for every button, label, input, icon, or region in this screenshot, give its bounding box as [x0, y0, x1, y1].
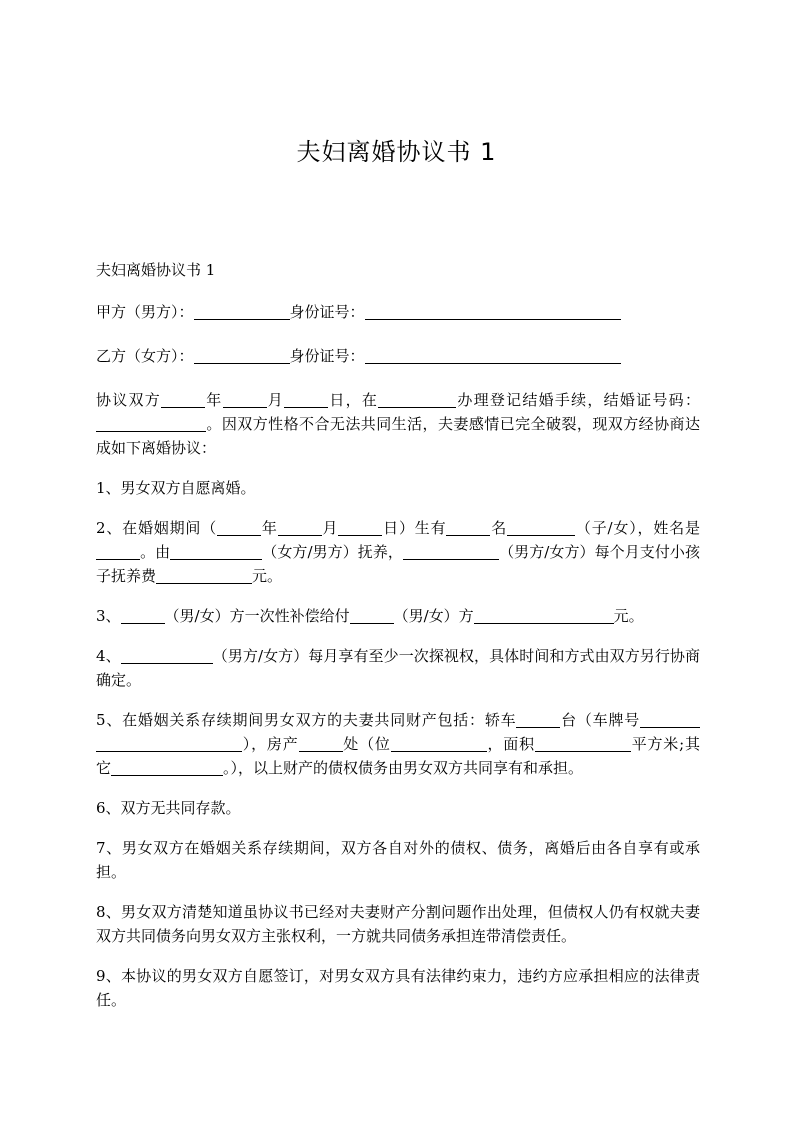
child-name-blank[interactable] [96, 541, 140, 560]
clause-1: 1、男女双方自愿离婚。 [96, 479, 256, 497]
party-b-id-label: 身份证号： [289, 347, 365, 365]
children-count-blank[interactable] [446, 517, 490, 536]
marriage-month-blank[interactable] [223, 389, 267, 408]
intro-text: 办理登记结婚手续，结婚证号码： [456, 391, 700, 409]
car-count-blank[interactable] [516, 709, 560, 728]
marriage-period-year-blank[interactable] [217, 517, 261, 536]
document-title: 夫妇离婚协议书 1 [296, 138, 497, 166]
intro-text: 年 [205, 391, 223, 409]
child-gender-blank[interactable] [507, 517, 575, 536]
clause-5 [96, 708, 700, 780]
compensation-amount-blank[interactable] [474, 605, 614, 624]
clause-text: 名 [490, 519, 508, 537]
support-payer-blank[interactable] [403, 541, 499, 560]
party-a-line [96, 300, 700, 324]
clause-text: （男方/女方）每个月支付小孩子抚养费 [96, 543, 700, 585]
property-count-blank[interactable] [299, 733, 343, 752]
party-a-name-blank[interactable] [194, 301, 290, 320]
clause-6: 6、双方无共同存款。 [96, 799, 241, 817]
clause-text: 台（车牌号 [560, 711, 640, 729]
clause-text: ），房产 [242, 735, 299, 753]
plate-number-blank-a[interactable] [640, 709, 700, 728]
certificate-number-blank[interactable] [96, 413, 206, 432]
registry-office-blank[interactable] [378, 389, 456, 408]
clause-text: 元。 [613, 607, 644, 625]
clause-text: （女方/男方）抚养， [262, 543, 403, 561]
document-subtitle: 夫妇离婚协议书 1 [96, 261, 216, 279]
intro-paragraph [96, 388, 700, 460]
compensation-payer-blank[interactable] [121, 605, 165, 624]
intro-text: 协议双方 [96, 391, 162, 409]
child-support-amount-blank[interactable] [156, 565, 252, 584]
clause-text: 平方米;其它 [96, 735, 700, 777]
clause-text: 元。 [252, 567, 283, 585]
marriage-day-blank[interactable] [284, 389, 328, 408]
marriage-period-day-blank[interactable] [338, 517, 382, 536]
party-b-line [96, 344, 700, 368]
party-b-label: 乙方（女方）： [96, 347, 194, 365]
party-a-id-label: 身份证号： [289, 303, 365, 321]
clause-text: 。），以上财产的债权债务由男女双方共同享有和承担。 [223, 759, 584, 777]
party-a-label: 甲方（男方）： [96, 303, 194, 321]
other-property-blank[interactable] [111, 757, 223, 776]
clause-3 [96, 604, 700, 628]
clause-8: 8、男女双方清楚知道虽协议书已经对夫妻财产分割问题作出处理，但债权人仍有权就夫妻双方共同债务向男女双方主张权利，一方就共同债务承担连带清偿责任。 [96, 903, 700, 945]
marriage-year-blank[interactable] [161, 389, 205, 408]
custody-parent-blank[interactable] [170, 541, 262, 560]
party-b-id-blank[interactable] [365, 345, 621, 364]
plate-number-blank-b[interactable] [96, 733, 242, 752]
clause-text: 日）生有 [382, 519, 447, 537]
document-body [96, 258, 700, 1028]
clause-text: （男/女）方一次性补偿给付 [164, 607, 350, 625]
intro-text: 。因双方性格不合无法共同生活，夫妻感情已完全破裂，现双方经协商达成如下离婚协议： [96, 415, 700, 457]
clause-text: 年 [261, 519, 278, 537]
clause-text: 处（位 [342, 735, 391, 753]
clause-text: ，面积 [486, 735, 535, 753]
marriage-period-month-blank[interactable] [278, 517, 322, 536]
party-a-id-blank[interactable] [365, 301, 621, 320]
clause-text: （男/女）方 [393, 607, 474, 625]
clause-2 [96, 516, 700, 588]
clause-7: 7、男女双方在婚姻关系存续期间，双方各自对外的债权、债务，离婚后由各自享有或承担。 [96, 839, 700, 881]
clause-4 [96, 644, 700, 692]
clause-text: 3、 [96, 607, 121, 625]
clause-text: 5、在婚姻关系存续期间男女双方的夫妻共同财产包括：轿车 [96, 711, 517, 729]
clause-text: 月 [321, 519, 339, 537]
clause-text: （子/女），姓名是 [575, 519, 700, 537]
intro-text: 日，在 [328, 391, 379, 409]
intro-text: 月 [266, 391, 285, 409]
clause-text: 。由 [140, 543, 171, 561]
clause-text: （男方/女方）每月享有至少一次探视权，具体时间和方式由双方另行协商确定。 [96, 647, 700, 689]
compensation-receiver-blank[interactable] [350, 605, 394, 624]
property-area-blank[interactable] [535, 733, 631, 752]
property-location-blank[interactable] [391, 733, 487, 752]
visitation-parent-blank[interactable] [121, 645, 213, 664]
clause-9: 9、本协议的男女双方自愿签订，对男女双方具有法律约束力，违约方应承担相应的法律责任。 [96, 967, 700, 1009]
party-b-name-blank[interactable] [194, 345, 290, 364]
clause-text: 2、在婚姻期间（ [96, 519, 218, 537]
clause-text: 4、 [96, 647, 121, 665]
